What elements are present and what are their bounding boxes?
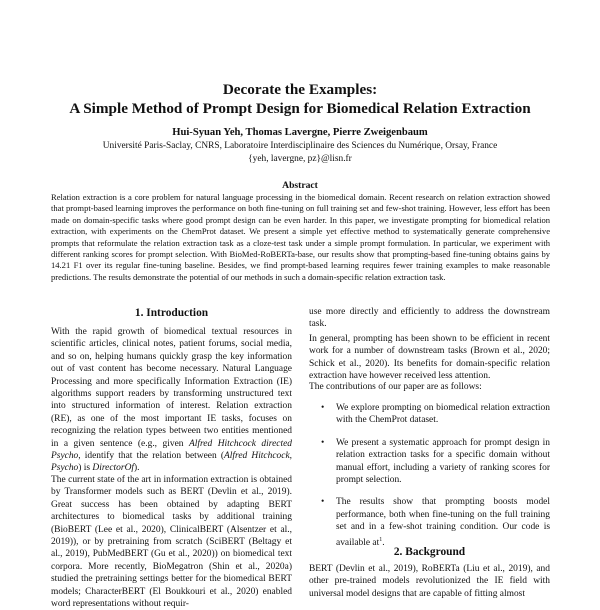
introduction-heading: 1. Introduction [134, 307, 209, 319]
contribution-text: We explore prompting on biomedical relation extraction with the ChemProt dataset. [336, 403, 550, 426]
bullet-icon: • [321, 437, 325, 448]
intro-paragraph-3: In general, prompting has been shown to be efficient in recent work for a number of downstream tasks (Brown et al., 2020; Schick et al., 2020). Its benefits for domain-specific relation extraction have however received less attention. [309, 334, 550, 382]
contributions-list [309, 402, 550, 559]
background-paragraph-1: BERT (Devlin et al., 2019), RoBERTa (Liu et al., 2019), and other pre-trained models revolutionized the IE field with universal model designs that are capable of fitting almost [309, 564, 550, 599]
affiliation: Université Paris-Saclay, CNRS, Laboratoire Interdisciplinaire des Sciences du Numérique, Orsay, France [102, 141, 498, 151]
intro-p1-relation: DirectorOf [92, 463, 135, 474]
intro-p1-example-sentence: Alfred Hitchcock directed Psycho [51, 438, 292, 462]
intro-p1-mid: , identify that the relation between ( [78, 451, 224, 462]
intro-paragraph-continued: use more directly and efficiently to address the downstream task. [309, 307, 550, 330]
intro-p1-text: With the rapid growth of biomedical textual resources in scientific articles, clinical notes, patient forums, social media, and so on, helping humans quickly grasp the key information out of vast content has become necessary. Natural Language Processing and more specifically Information Extraction (IE) algorithms support readers by transforming unstructured text into structured information of interest. Relation extraction (RE), as one of the most important IE tasks, focuses on recognizing the relation types between two entities mentioned in a given sentence (e.g., given [51, 327, 292, 449]
author-emails: {yeh, lavergne, pz}@lisn.fr [248, 154, 352, 164]
contribution-text: We present a systematic approach for prompt design in relation extraction tasks for a specific domain without manual effort, including a variety of ranking scores for prompt selection. [336, 437, 550, 486]
paper-title [40, 80, 560, 118]
contribution-text: The results show that prompting boosts model performance, both when fine-tuning on the full training set and in a few-shot training condition. Our code is available at [336, 497, 550, 548]
intro-paragraph-4: The contributions of our paper are as follows: [309, 382, 482, 392]
bullet-icon: • [321, 497, 325, 508]
abstract-heading: Abstract [282, 180, 318, 191]
intro-paragraph-1 [51, 326, 292, 475]
contribution-item [309, 437, 550, 487]
intro-p1-entity-pair: Alfred Hitchcock, Psycho [51, 451, 292, 474]
intro-p1-end: ). [134, 463, 140, 474]
abstract-text: Relation extraction is a core problem for natural language processing in the biomedical domain. Recent research on relation extraction showed that prompt-based learning improves the performance on both fine-tuning on full training set and few-shot training. However, less effort has been made on domain-specific tasks where good prompt design can be even harder. In this paper, we investigate prompting for biomedical relation extraction, with experiments on the ChemProt dataset. We present a simple yet effective method to systematically generate comprehensive prompts that reformulate the relation extraction task as a cloze-test task under a simple prompt formulation. In particular, we experiment with different ranking scores for prompt selection. With BioMed-RoBERTa-base, our results show that prompting-based fine-tuning obtains gains by 14.21 F1 over its regular fine-tuning baseline. Besides, we find prompt-based learning requires fewer training examples to make reasonable predictions. The results demonstrate the potential of our methods in such a domain-specific relation extraction task. [51, 192, 550, 282]
intro-paragraph-2: The current state of the art in information extraction is obtained by Transformer models such as BERT (Devlin et al., 2019). Great success has been obtained by adapting BERT architectures to biomedical tasks by additional training (BioBERT (Lee et al., 2020), ClinicalBERT (Alsentzer et al., 2019)), or by pretraining from scratch (SciBERT (Beltagy et al., 2019), PubMedBERT (Gu et al., 2020)) on biomedical text corpora. More recently, BioMegatron (Shin et al., 2020a) studied the pretraining settings better for the biomedical BERT models; CharacterBERT (El Boukkouri et al., 2020) enabled word representations without requir- [51, 475, 292, 610]
contribution-item: • The results show that prompting boosts model performance, both when fine-tuning on the full training set and in a few-shot training condition. Our code is available $at^1$. [321, 497, 550, 548]
bullet-icon: • [321, 403, 325, 413]
author-list: Hui-Syuan Yeh, Thomas Lavergne, Pierre Zweigenbaum [172, 127, 428, 138]
title-line-2: A Simple Method of Prompt Design for Biomedical Relation Extraction [69, 100, 531, 117]
title-line-1: Decorate the Examples: [222, 81, 378, 98]
contribution-item [309, 402, 550, 427]
footnote-mark[interactable]: 1 [379, 536, 383, 543]
background-heading: 2. Background [393, 546, 466, 558]
intro-p1-mid2: ) is [78, 463, 91, 474]
